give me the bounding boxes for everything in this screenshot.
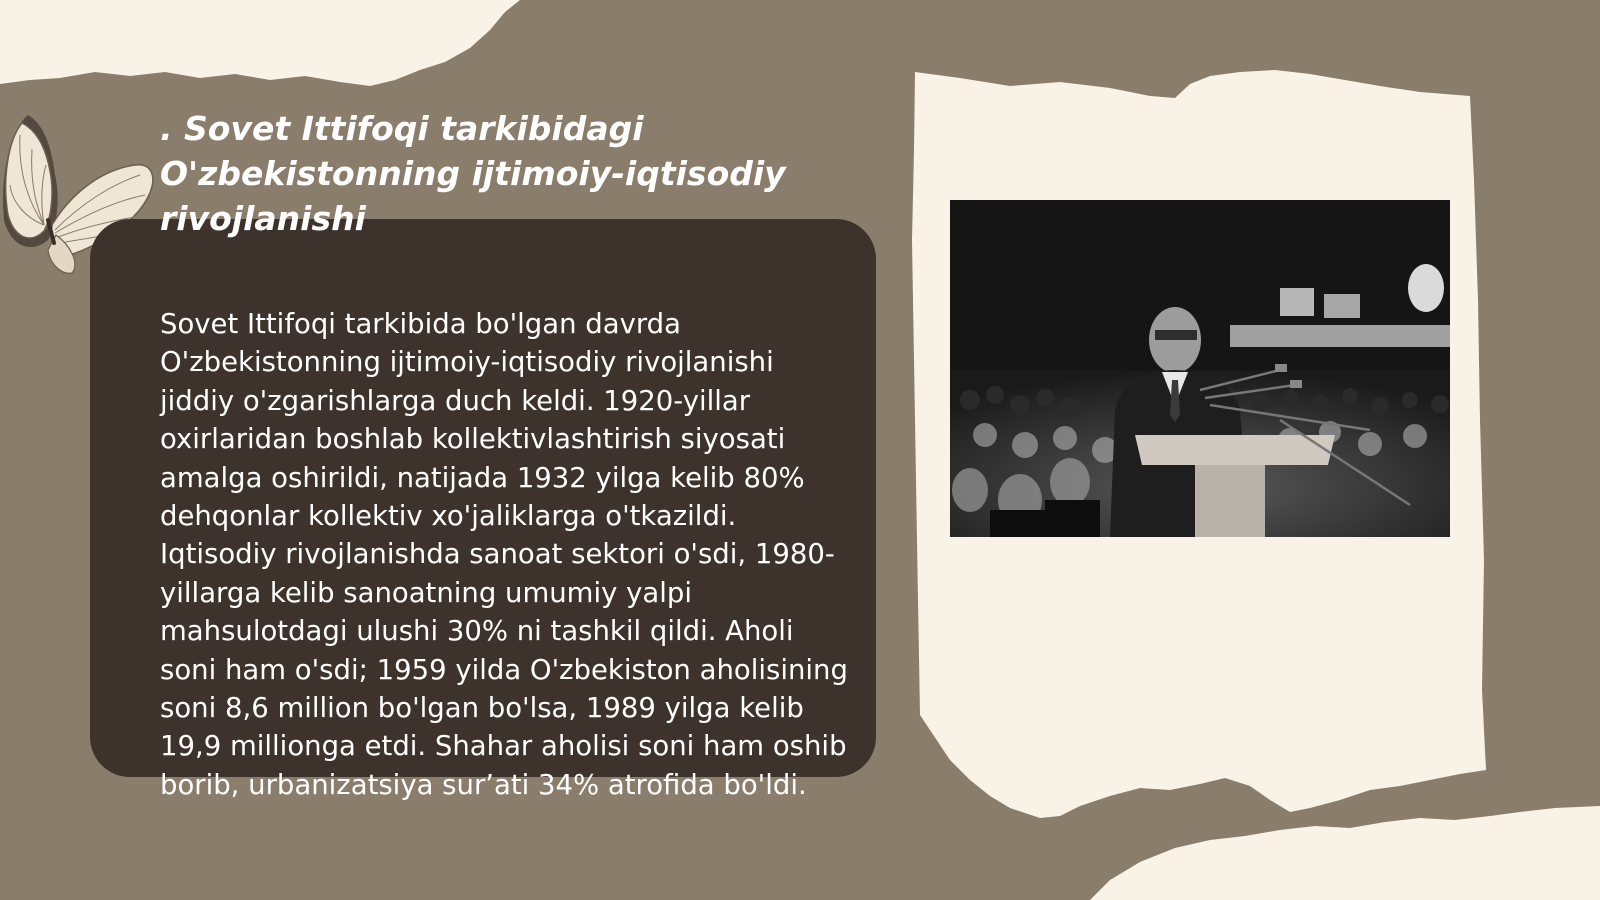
torn-paper-top-left: [0, 0, 520, 86]
slide-body-text: Sovet Ittifoqi tarkibida bo'lgan davrda O'zbekistonning ijtimoiy-iqtisodiy rivojlanishi jiddiy o'zgarishlarga duch keldi. 1920-yillar oxirlaridan boshlab kollektivlashtirish siyosati amalga oshirildi, natijada 1932 yilga kelib 80% dehqonlar kollektiv xo'jaliklarga o'tkazildi. Iqtisodiy rivojlanishda sanoat sektori o'sdi, 1980-yillarga kelib sanoatning umumiy yalpi mahsulotdagi ulushi 30% ni tashkil qildi. Aholi soni ham o'sdi; 1959 yilda O'zbekiston aholisining soni 8,6 million bo'lgan bo'lsa, 1989 yilga kelib 19,9 millionga etdi. Shahar aholisi soni ham oshib borib, urbanizatsiya sur’ati 34% atrofida bo'ldi.: [160, 308, 848, 801]
speaker-at-podium-image: [950, 200, 1450, 537]
torn-paper-bottom-right: [1090, 806, 1600, 900]
slide-title: . Sovet Ittifoqi tarkibidagi O'zbekistonning ijtimoiy-iqtisodiy rivojlanishi: [160, 109, 786, 238]
historical-photo: [950, 200, 1450, 537]
